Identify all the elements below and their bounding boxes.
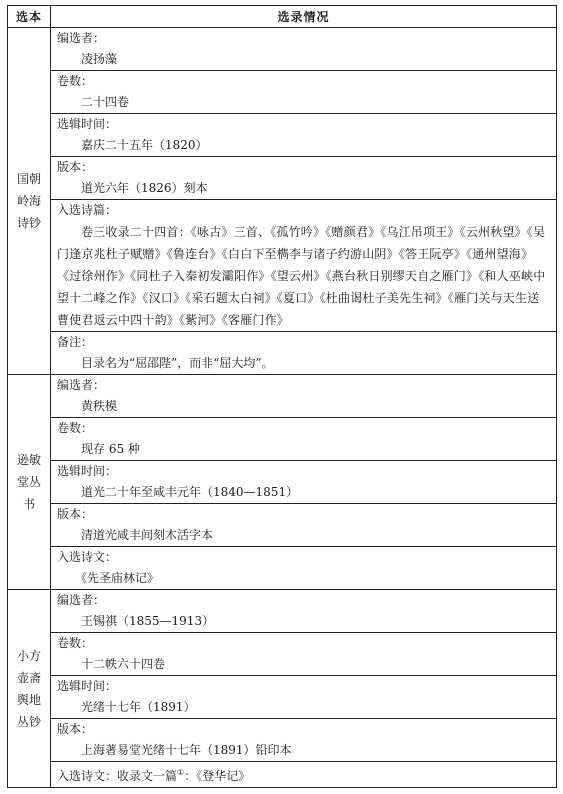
edition-value: 清道光咸丰间刻木活字本: [81, 528, 214, 542]
selected-cell: [51, 547, 557, 590]
selection-table: [7, 5, 557, 788]
edition-label: 版本：: [57, 722, 94, 736]
editor-value: 黄秩模: [81, 399, 118, 413]
selected-line: [51, 762, 556, 787]
selected-label: 入选诗文：: [57, 769, 118, 783]
selected-cell: [51, 762, 557, 788]
edition-cell: [51, 504, 557, 547]
volumes-value: 现存 65 种: [81, 442, 140, 456]
note-value: 目录名为“屈邵陛”，而非“屈大均”。: [81, 356, 274, 370]
table-header-row: [8, 6, 557, 28]
time-value: 道光二十年至咸丰元年（1840—1851）: [81, 485, 299, 499]
selected-label: 入选诗文：: [57, 550, 118, 564]
header-anthology: 选本: [8, 6, 51, 28]
time-cell: [51, 114, 557, 157]
edition-value: 道光六年（1826）刻本: [81, 181, 208, 195]
time-label: 选辑时间：: [57, 117, 118, 131]
volumes-label: 卷数：: [57, 636, 94, 650]
volumes-label: 卷数：: [57, 421, 94, 435]
time-cell: [51, 461, 557, 504]
selected-poems: 卷三收录二十四首：《咏古》三首、《孤竹吟》《赠颜君》《乌江吊项王》《云州秋望》《吴门逢京兆杜子赋赠》《鲁连台》《白白下至檇李与诸子约游山阴》《答王阮亭》《通州望海》《过徐州作》《同杜子入秦初发灞阳作》《望云州》《燕台秋日别缪天自之雁门》《和人巫峡中望十二峰之作》《汉口》《采石题太白祠》《夏口》《杜曲谒杜子美先生祠》《雁门关与天生送曹使君返云中四十韵》《紫河》《客雁门作》: [57, 225, 546, 327]
volumes-value: 十二帙六十四卷: [81, 657, 166, 671]
time-label: 选辑时间：: [57, 464, 118, 478]
selected-label: 入选诗篇：: [57, 203, 118, 217]
header-selection-info: 选录情况: [51, 6, 557, 28]
time-label: 选辑时间：: [57, 679, 118, 693]
editor-label: 编选者：: [57, 31, 106, 45]
volumes-value: 二十四卷: [81, 95, 130, 109]
note-label: 备注：: [57, 335, 94, 349]
volumes-label: 卷数：: [57, 74, 94, 88]
time-value: 光绪十七年（1891）: [81, 700, 196, 714]
volumes-cell: [51, 633, 557, 676]
editor-cell: [51, 375, 557, 418]
editor-cell: [51, 590, 557, 633]
edition-cell: [51, 157, 557, 200]
edition-value: 上海著易堂光绪十七年（1891）铅印本: [81, 743, 292, 757]
volumes-cell: [51, 418, 557, 461]
volumes-cell: [51, 71, 557, 114]
selected-value: 《先圣庙林记》: [75, 571, 160, 585]
editor-label: 编选者：: [57, 378, 106, 392]
edition-label: 版本：: [57, 160, 94, 174]
anthology-name: 小方壶斋舆地丛钞: [8, 590, 51, 788]
selected-count: 收录文一篇: [117, 769, 178, 783]
edition-label: 版本：: [57, 507, 94, 521]
note-cell: [51, 332, 557, 375]
selected-title: ：《登华记》: [184, 769, 251, 783]
editor-label: 编选者：: [57, 593, 106, 607]
editor-value: 凌扬藻: [81, 52, 118, 66]
edition-cell: [51, 719, 557, 762]
time-cell: [51, 676, 557, 719]
anthology-name: 逊敏堂丛书: [8, 375, 51, 590]
time-value: 嘉庆二十五年（1820）: [81, 138, 208, 152]
footnote-marker: ①: [177, 768, 185, 777]
editor-value: 王锡祺（1855—1913）: [81, 614, 215, 628]
selected-cell: [51, 200, 557, 332]
anthology-name: 国朝岭海诗钞: [8, 28, 51, 375]
editor-cell: [51, 28, 557, 71]
